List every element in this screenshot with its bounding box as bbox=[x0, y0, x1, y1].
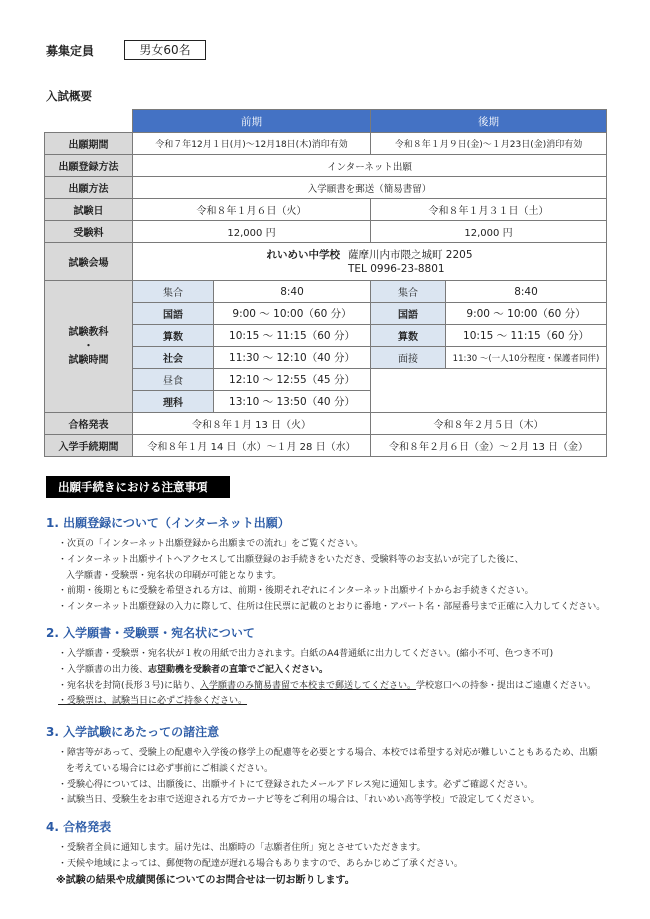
note-line: 入学願書・受験票・宛名状の印刷が可能となります。 bbox=[66, 570, 282, 581]
venue-address: 薩摩川内市隈之城町 2205 bbox=[347, 248, 473, 261]
fee-first: 12,000 円 bbox=[133, 221, 371, 243]
first-subject-time: 13:10 〜 13:50（40 分） bbox=[214, 391, 371, 413]
venue-tel: TEL 0996-23-8801 bbox=[347, 262, 445, 275]
corner-cell bbox=[45, 110, 133, 133]
application-period-first: 令和７年12月１日(月)〜12月18日(木)消印有効 bbox=[133, 133, 371, 155]
first-subject-time: 8:40 bbox=[214, 281, 371, 303]
note-line: ・入学願書・受験票・宛名状が１枚の用紙で出力されます。白紙のA4普通紙に出力してください。(縮小不可、色つき不可) bbox=[58, 649, 554, 659]
note-line: ・受験心得については、出願後に、出願サイトにて登録されたメールアドレス宛に通知します。必ずご確認ください。 bbox=[58, 779, 534, 790]
venue-school: れいめい中学校 bbox=[266, 248, 340, 261]
section-documents bbox=[46, 624, 606, 710]
enrollment-first: 令和８年１月 14 日（水）〜１月 28 日（水） bbox=[133, 435, 371, 457]
note-emphasis: 志望動機を受験者の直筆でご記入ください。 bbox=[148, 664, 329, 675]
result-first: 令和８年１月 13 日（火） bbox=[133, 413, 371, 435]
row-label-registration-method: 出願登録方法 bbox=[45, 155, 133, 177]
first-subject-name: 集合 bbox=[133, 281, 214, 303]
note-line bbox=[46, 663, 606, 679]
exam-date-first: 令和８年１月６日（火） bbox=[133, 199, 371, 221]
second-subject-time: 10:15 〜 11:15（60 分） bbox=[446, 325, 607, 347]
row-label-result: 合格発表 bbox=[45, 413, 133, 435]
note-line: ・インターネット出願登録の入力に際して、住所は住民票に記載のとおりに番地・アパート名・部屋番号まで正確に入力してください。 bbox=[58, 602, 606, 613]
row-label-subjects bbox=[45, 281, 133, 413]
venue-cell bbox=[133, 243, 607, 281]
first-subject-time: 12:10 〜 12:55（45 分） bbox=[214, 369, 371, 391]
recruitment-value: 男女60名 bbox=[124, 40, 206, 60]
subjects-label-line2: 試験時間 bbox=[68, 354, 109, 366]
second-subject-time: 9:00 〜 10:00（60 分） bbox=[446, 303, 607, 325]
second-empty-cell bbox=[371, 369, 607, 413]
note-line: ・試験当日、受験生をお車で送迎される方でカーナビ等をご利用の場合は、「れいめい高等学校」で設定してください。 bbox=[58, 795, 540, 806]
first-subject-name: 算数 bbox=[133, 325, 214, 347]
second-subject-time: 8:40 bbox=[446, 281, 607, 303]
second-subject-name: 算数 bbox=[371, 325, 446, 347]
note-line: ・障害等があって、受験上の配慮や入学後の修学上の配慮等を必要とする場合、本校では希望する対応が難しいこともあるため、出願 bbox=[58, 748, 598, 758]
application-method-value: 入学願書を郵送（簡易書留） bbox=[133, 177, 607, 199]
note-line bbox=[46, 679, 606, 695]
row-label-exam-date: 試験日 bbox=[45, 199, 133, 221]
enrollment-second: 令和８年２月６日（金）〜２月 13 日（金） bbox=[371, 435, 607, 457]
fee-second: 12,000 円 bbox=[371, 221, 607, 243]
exam-date-second: 令和８年１月３１日（土） bbox=[371, 199, 607, 221]
first-subject-name: 理科 bbox=[133, 391, 214, 413]
first-subject-name: 昼食 bbox=[133, 369, 214, 391]
note-line: ・天候や地域によっては、郵便物の配達が遅れる場合もありますので、あらかじめご了承ください。 bbox=[58, 858, 463, 869]
note-text: 学校窓口への持参・提出はご遠慮ください。 bbox=[416, 680, 597, 691]
header-first: 前期 bbox=[133, 110, 371, 133]
note-line: ・前期・後期ともに受験を希望される方は、前期・後期それぞれにインターネット出願サイトからお手続きください。 bbox=[58, 586, 534, 597]
note-line: を考えている場合には必ず事前にご相談ください。 bbox=[66, 763, 274, 774]
note-text: ・入学願書の出力後、 bbox=[58, 664, 149, 675]
first-subject-time: 11:30 〜 12:10（40 分） bbox=[214, 347, 371, 369]
subjects-label-dot: ・ bbox=[83, 340, 94, 352]
row-label-venue: 試験会場 bbox=[45, 243, 133, 281]
section-exam-notes bbox=[46, 723, 606, 809]
recruitment-label: 募集定員 bbox=[46, 43, 95, 58]
note-line: ・次頁の「インターネット出願登録から出願までの流れ」をご覧ください。 bbox=[58, 539, 364, 549]
note-underlined bbox=[200, 681, 416, 691]
notice-title-bar: 出願手続きにおける注意事項 bbox=[46, 476, 230, 498]
result-second: 令和８年２月５日（木） bbox=[371, 413, 607, 435]
section-title: 3. 入学試験にあたっての諸注意 bbox=[46, 725, 220, 739]
row-label-application-period: 出願期間 bbox=[45, 133, 133, 155]
row-label-fee: 受験料 bbox=[45, 221, 133, 243]
note-line: ・受験票は、試験当日に必ずご持参ください。 bbox=[58, 696, 248, 707]
note-line: ・受験者全員に通知します。届け先は、出願時の「志願者住所」宛とさせていただきます。 bbox=[58, 843, 426, 853]
section-title: 4. 合格発表 bbox=[46, 820, 112, 834]
note-emphasis: 入学願書のみ簡易書留で本校まで郵送してください。 bbox=[200, 680, 417, 691]
second-subject-name: 集合 bbox=[371, 281, 446, 303]
first-subject-time: 10:15 〜 11:15（60 分） bbox=[214, 325, 371, 347]
recruitment bbox=[46, 40, 206, 60]
first-subject-name: 国語 bbox=[133, 303, 214, 325]
first-subject-time: 9:00 〜 10:00（60 分） bbox=[214, 303, 371, 325]
overview-title: 入試概要 bbox=[46, 89, 92, 103]
section-title: 2. 入学願書・受験票・宛名状について bbox=[46, 626, 255, 640]
section-results bbox=[46, 818, 606, 889]
row-label-application-method: 出願方法 bbox=[45, 177, 133, 199]
note-text: ・宛名状を封筒(長形３号)に貼り、 bbox=[58, 680, 201, 691]
second-subject-name: 国語 bbox=[371, 303, 446, 325]
second-subject-time: 11:30 〜(一人10分程度・保護者同伴) bbox=[446, 347, 607, 369]
exam-overview-table bbox=[44, 109, 607, 457]
row-label-enrollment: 入学手続期間 bbox=[45, 435, 133, 457]
application-period-second: 令和８年１月９日(金)〜１月23日(金)消印有効 bbox=[371, 133, 607, 155]
section-title: 1. 出願登録について（インターネット出願） bbox=[46, 516, 290, 530]
subjects-label-line1: 試験教科 bbox=[68, 326, 109, 338]
first-subject-name: 社会 bbox=[133, 347, 214, 369]
note-line: ・インターネット出願サイトへアクセスして出願登録のお手続きをいただき、受験料等のお支払いが完了した後に、 bbox=[58, 554, 524, 565]
registration-method-value: インターネット出願 bbox=[133, 155, 607, 177]
inquiry-notice: ※試験の結果や成績関係についてのお問合せは一切お断りします。 bbox=[56, 874, 355, 886]
section-registration bbox=[46, 514, 606, 616]
header-second: 後期 bbox=[371, 110, 607, 133]
second-subject-name: 面接 bbox=[371, 347, 446, 369]
